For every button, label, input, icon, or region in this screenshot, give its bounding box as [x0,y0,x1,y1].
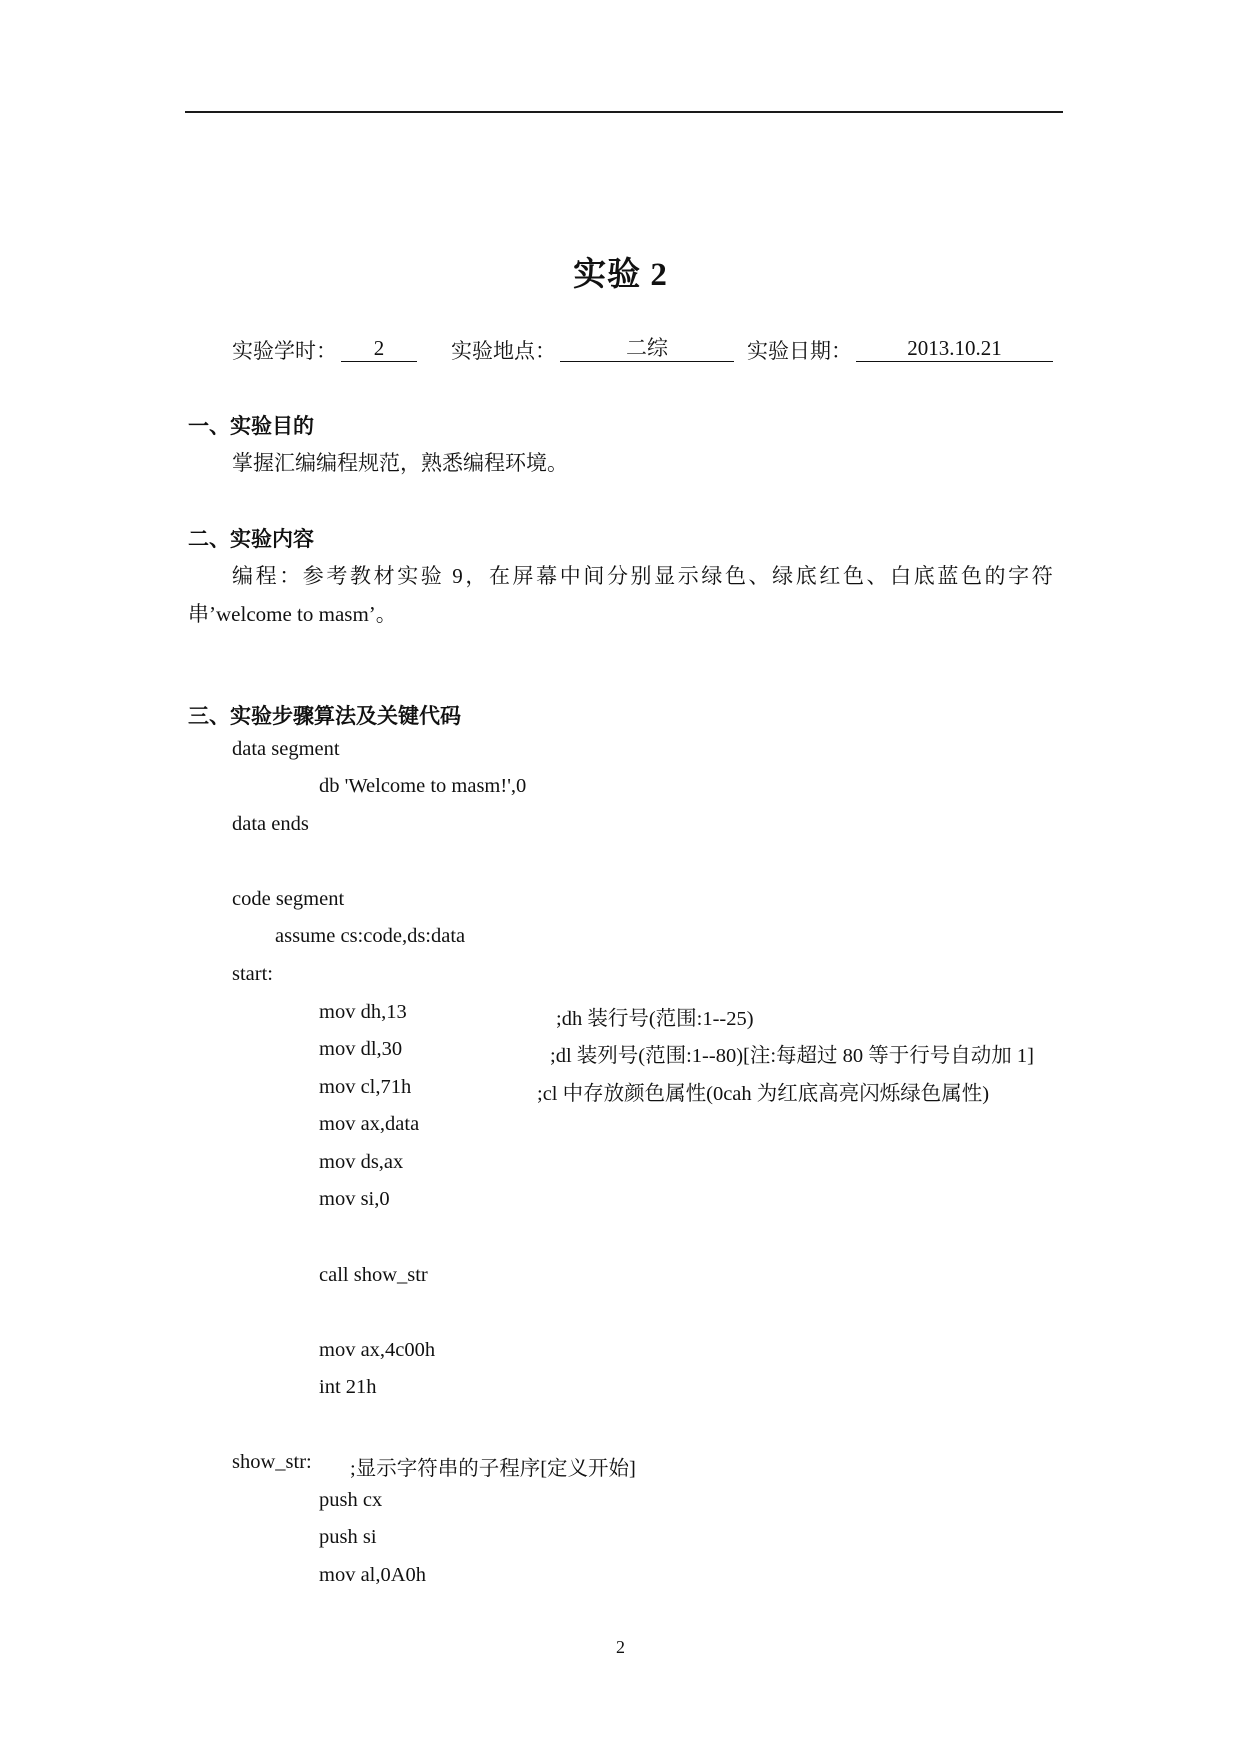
section-1-text: 掌握汇编编程规范，熟悉编程环境。 [232,451,568,475]
code-line: push cx [319,1489,383,1511]
place-value: 二综 [560,335,734,362]
code-comment: ;显示字符串的子程序[定义开始] [350,1458,636,1480]
section-2-text-line1: 编程：参考教材实验 9，在屏幕中间分别显示绿色、绿底红色、白底蓝色的字符 [232,564,1056,588]
code-line: show_str: [232,1451,312,1473]
code-line: data ends [232,813,309,835]
code-line: mov dl,30 [319,1038,403,1060]
code-line: mov ax,data [319,1113,420,1135]
hours-value: 2 [341,335,417,362]
code-line: push si [319,1526,377,1548]
section-2-heading: 二、实验内容 [188,527,314,551]
code-line: int 21h [319,1376,377,1398]
code-line: code segment [232,888,345,910]
hours-label: 实验学时： [232,339,337,363]
code-line: data segment [232,738,340,760]
date-value: 2013.10.21 [856,335,1053,362]
code-line: mov ds,ax [319,1151,404,1173]
page-title: 实验 2 [573,257,668,293]
place-label: 实验地点： [451,339,556,363]
code-line: mov cl,71h [319,1076,412,1098]
code-line: assume cs:code,ds:data [275,925,466,947]
header-rule [185,111,1063,113]
code-line: start: [232,963,273,985]
date-label: 实验日期： [747,339,852,363]
code-line: mov dh,13 [319,1001,407,1023]
section-1-heading: 一、实验目的 [188,414,314,438]
code-comment: ;dl 装列号(范围:1--80)[注:每超过 80 等于行号自动加 1] [550,1045,1034,1067]
code-line: call show_str [319,1264,428,1286]
code-line: mov si,0 [319,1188,390,1210]
code-line: db 'Welcome to masm!',0 [319,775,527,797]
info-row [0,335,1241,365]
code-comment: ;cl 中存放颜色属性(0cah 为红底高亮闪烁绿色属性) [537,1083,990,1105]
code-line: mov al,0A0h [319,1564,427,1586]
code-line: mov ax,4c00h [319,1339,436,1361]
section-2-text-line2: 串’welcome to masm’。 [188,602,397,626]
page-number: 2 [616,1637,625,1657]
section-3-heading: 三、实验步骤算法及关键代码 [188,704,461,728]
code-comment: ;dh 装行号(范围:1--25) [556,1008,754,1030]
